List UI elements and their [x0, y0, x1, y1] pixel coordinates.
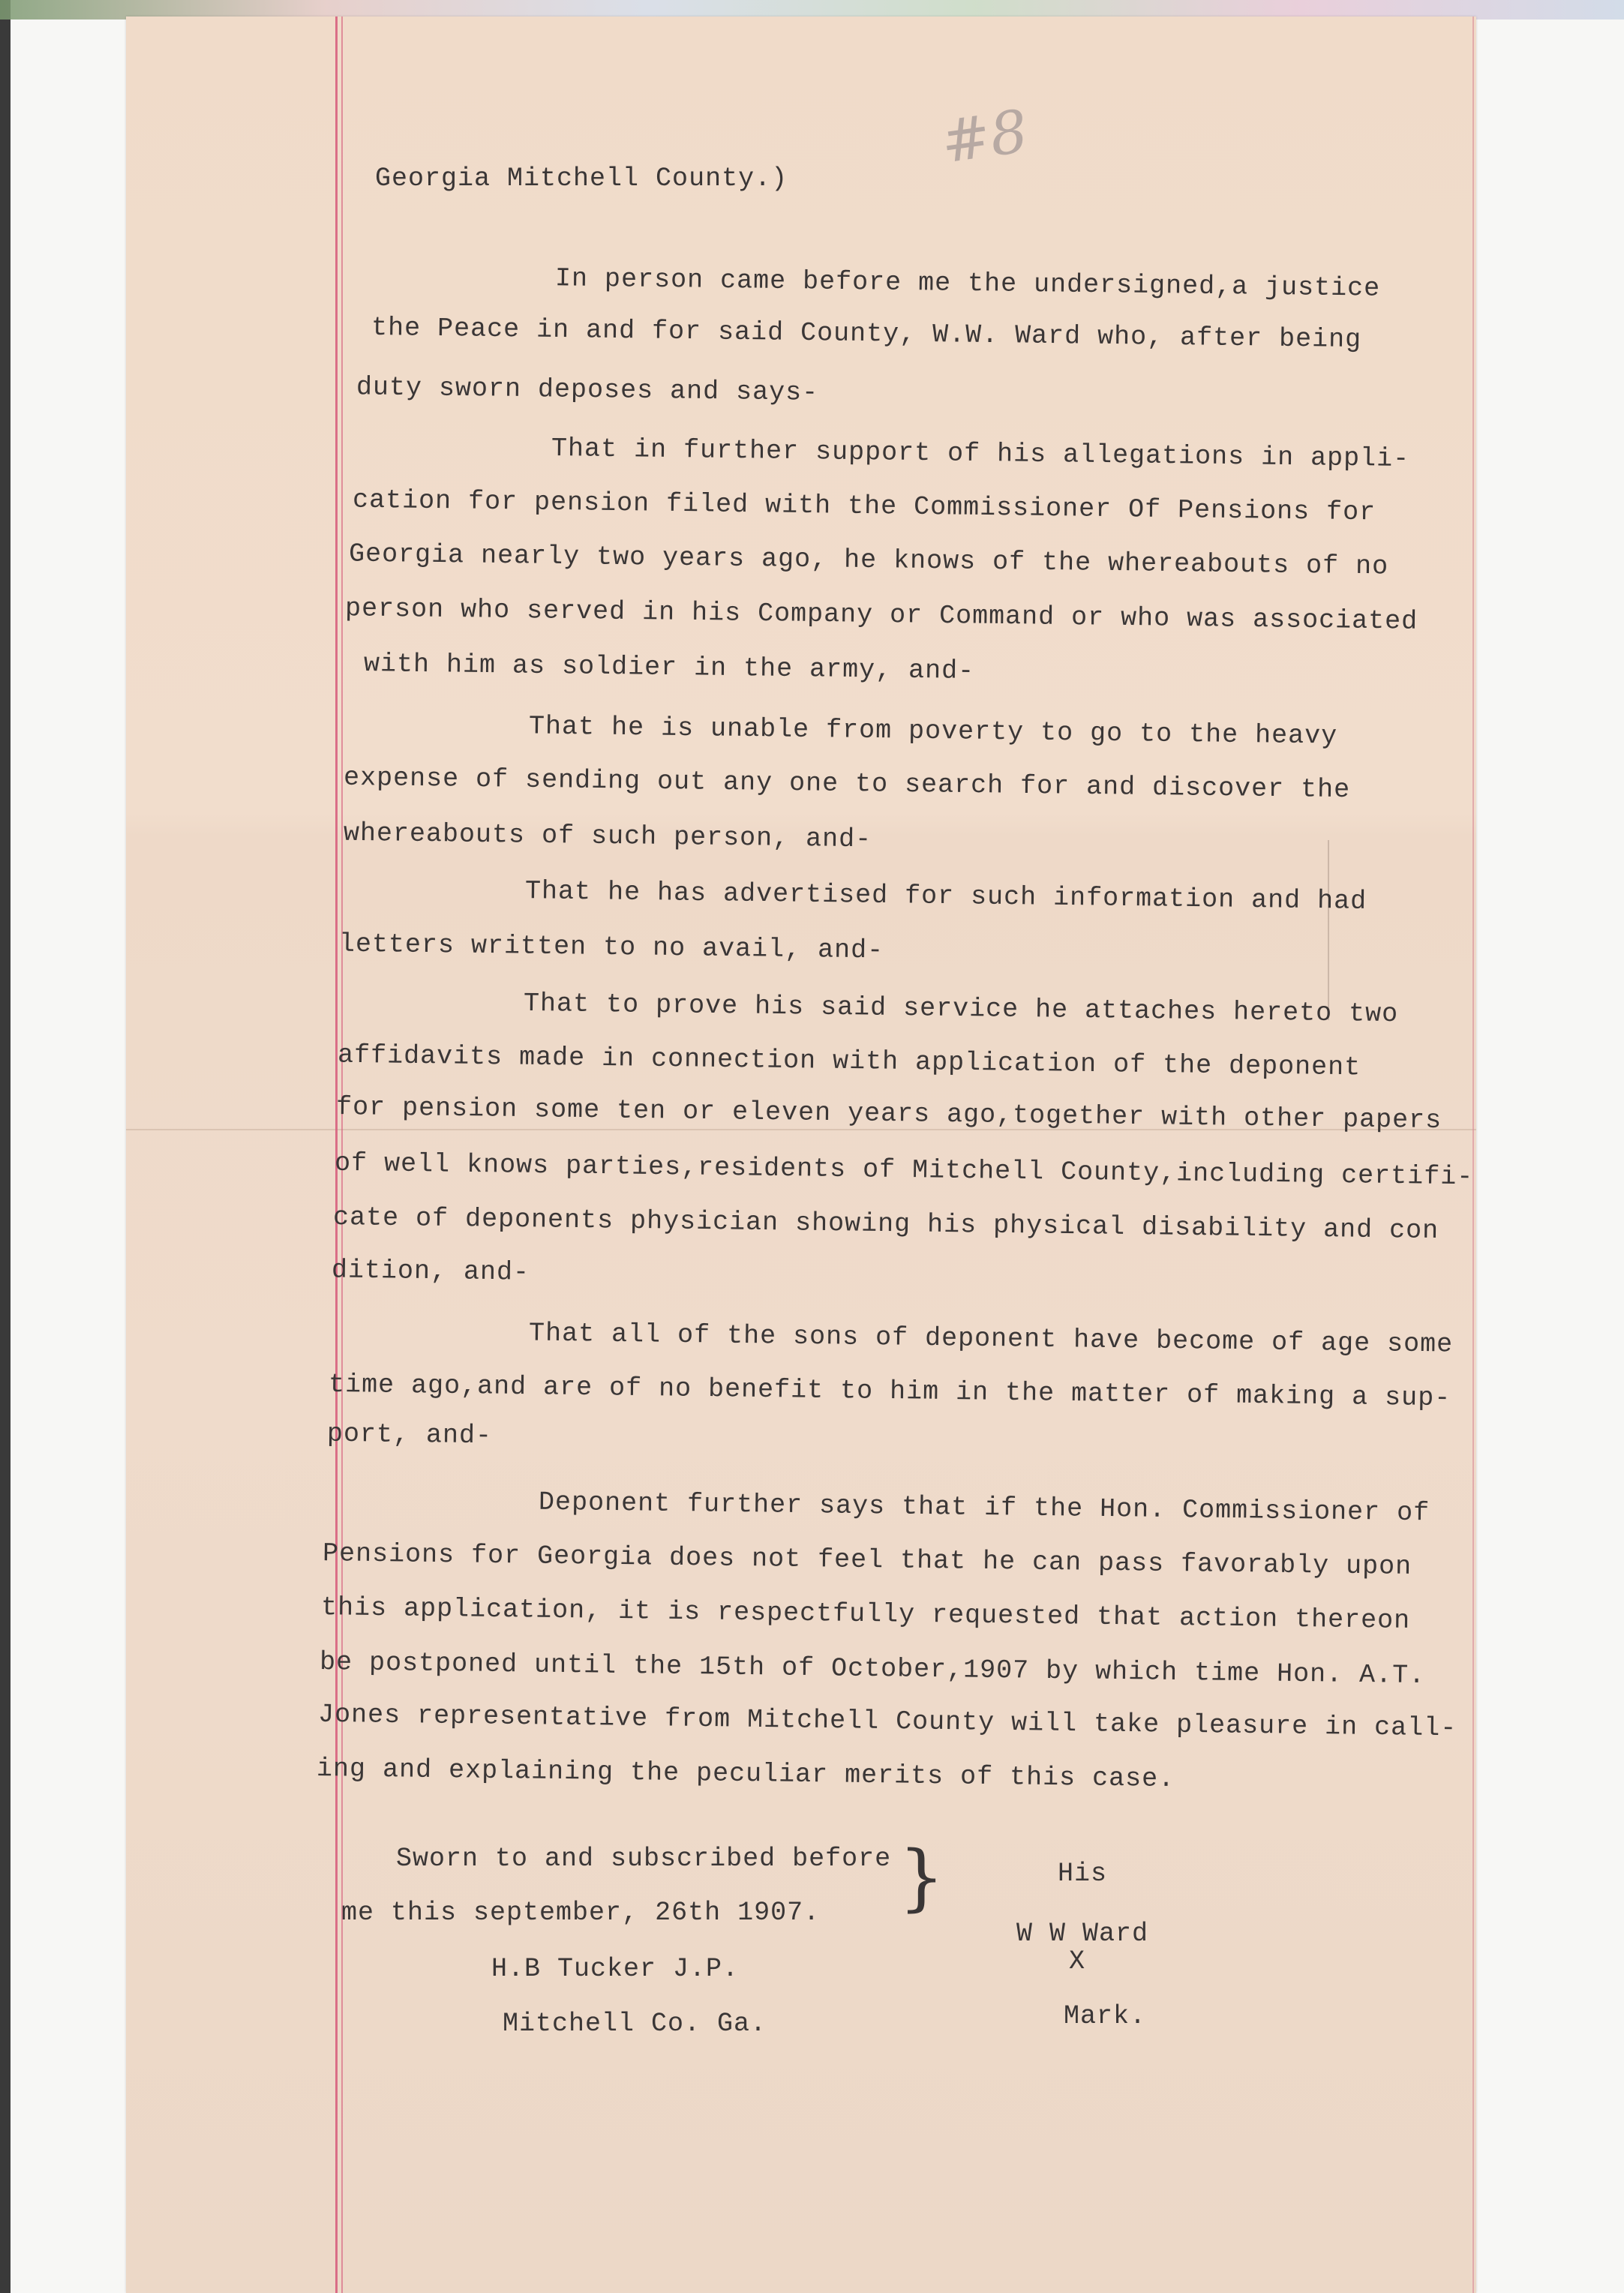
body-line: whereabouts of such person, and-: [343, 818, 872, 855]
jurat-line-2: me this september, 26th 1907.: [341, 1898, 821, 1928]
pencil-stroke: [1328, 840, 1329, 1020]
signature-mark-label: Mark.: [1064, 2001, 1147, 2031]
body-line: dition, and-: [331, 1255, 530, 1288]
right-margin-rule: [1472, 17, 1474, 2293]
jurat-brace: }: [899, 1835, 945, 1919]
signature-his: His: [1058, 1859, 1108, 1889]
body-line: expense of sending out any one to search for and discover the: [343, 762, 1351, 806]
body-line: cate of deponents physician showing his physical disability and con: [332, 1202, 1439, 1247]
body-line: cation for pension filed with the Commissioner Of Pensions for: [352, 485, 1376, 528]
body-line: time ago,and are of no benefit to him in the matter of making a sup-: [328, 1369, 1451, 1414]
body-line: the Peace in and for said County, W.W. Ward who, after being: [371, 312, 1362, 356]
body-line: That all of the sons of deponent have become of age some: [528, 1318, 1454, 1360]
body-line: person who served in his Company or Command or who was associated: [344, 593, 1418, 637]
signature-mark: X: [1069, 1946, 1086, 1976]
handwritten-annotation: #8: [937, 98, 1032, 177]
document-header: Georgia Mitchell County.): [375, 164, 788, 194]
body-line: Deponent further says that if the Hon. Commissioner of: [538, 1487, 1430, 1529]
body-line: That in further support of his allegations in appli-: [551, 434, 1410, 474]
body-line: That he has advertised for such information and had: [524, 876, 1367, 917]
body-line: Jones representative from Mitchell County will take pleasure in call-: [317, 1699, 1457, 1744]
body-line: ing and explaining the peculiar merits of this case.: [316, 1754, 1175, 1794]
body-line: In person came before me the undersigned,a justice: [554, 263, 1381, 304]
body-line: port, and-: [326, 1418, 493, 1451]
body-line: affidavits made in connection with application of the deponent: [337, 1040, 1361, 1083]
body-line: That he is unable from poverty to go to the heavy: [528, 711, 1338, 752]
body-line: for pension some ten or eleven years ago,together with other papers: [335, 1091, 1442, 1136]
jurat-location: Mitchell Co. Ga.: [503, 2009, 767, 2039]
body-line: Pensions for Georgia does not feel that he can pass favorably upon: [322, 1538, 1412, 1582]
body-line: letters written to no avail, and-: [338, 929, 884, 966]
scan-border-left: [0, 0, 11, 2293]
body-line: with him as soldier in the army, and-: [363, 649, 975, 686]
body-line: of well knows parties,residents of Mitchell County,including certifi-: [334, 1148, 1474, 1193]
body-line: Georgia nearly two years ago, he knows of the whereabouts of no: [348, 539, 1389, 582]
justice-name: H.B Tucker J.P.: [491, 1954, 740, 1984]
jurat-line-1: Sworn to and subscribed before: [396, 1844, 892, 1874]
body-line: this application, it is respectfully requested that action thereon: [320, 1592, 1411, 1636]
body-line: That to prove his said service he attaches hereto two: [523, 988, 1399, 1030]
signature-name: W W Ward: [1016, 1919, 1149, 1949]
body-line: be postponed until the 15th of October,1907 by which time Hon. A.T.: [319, 1646, 1426, 1691]
body-line: duty sworn deposes and says-: [356, 372, 819, 408]
